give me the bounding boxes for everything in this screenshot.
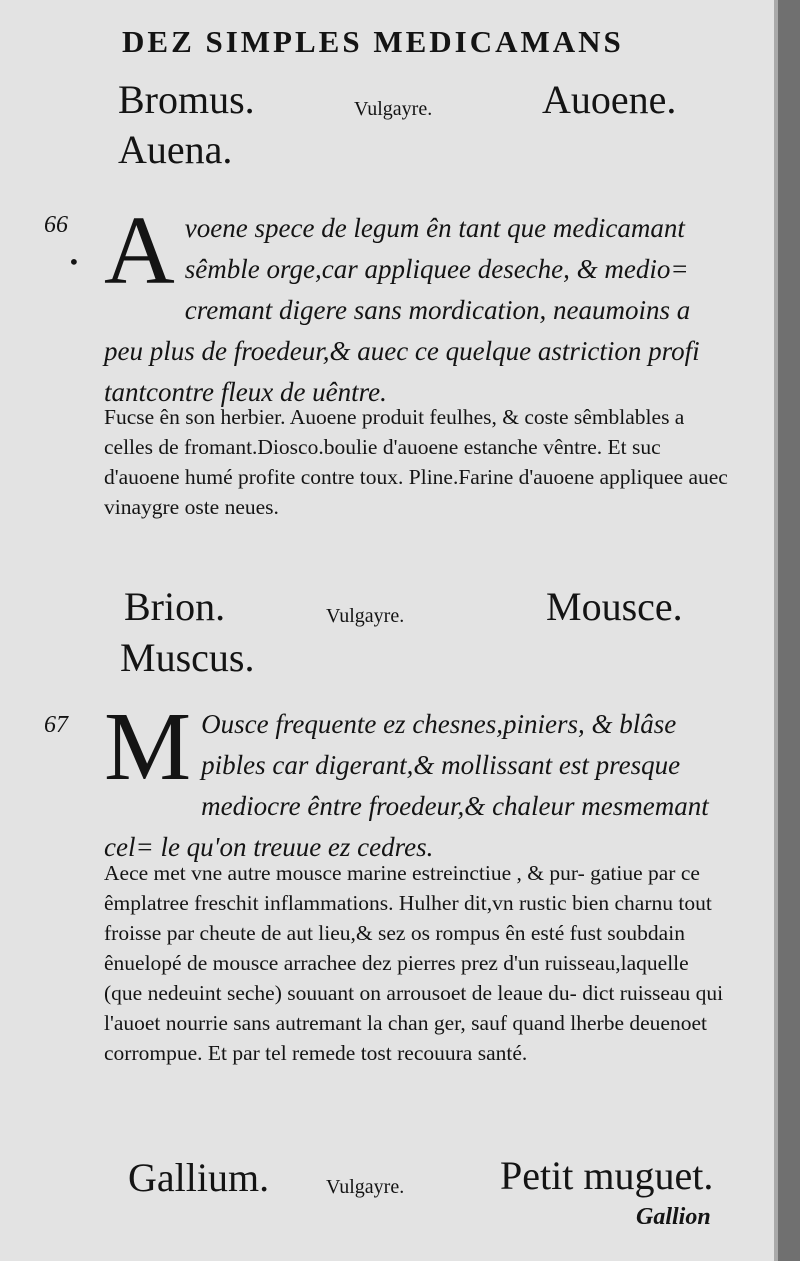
entry-alt-name: Auena.	[118, 127, 233, 172]
italic-text: voene spece de legum ên tant que medicamant sêmble orge,car appliquee deseche, & medio= cremant digere sans mordication, neaumoins a peu plus de froedeur,& auec ce quelque astriction profi tantcontre fleux de uêntre.	[104, 213, 700, 407]
entry-label: Vulgayre.	[326, 605, 405, 627]
page-edge-shadow	[774, 0, 778, 1261]
entry-alt-name: Muscus.	[120, 635, 255, 680]
entry-latin-name: Gallium.	[128, 1155, 270, 1200]
italic-text: Ousce frequente ez chesnes,piniers, & blâse pibles car digerant,& mollissant est presque mediocre êntre froedeur,& chaleur mesmemant cel= le qu'on treuue ez cedres.	[104, 709, 709, 862]
entry-vernacular-name: Mousce.	[546, 584, 683, 629]
entry-vernacular-name: Petit muguet.	[500, 1153, 714, 1198]
page-edge	[778, 0, 800, 1261]
entry-label: Vulgayre.	[354, 98, 433, 120]
entry-roman-paragraph: Fucse ên son herbier. Auoene produit feulhes, & coste sêmblables a celles de fromant.Diosco.boulie d'auoene estanche vêntre. Et suc d'auoene humé profite contre toux. Pline.Farine d'auoene appliquee auec vinaygre oste neues.	[104, 405, 728, 519]
running-head: DEZ SIMPLES MEDICAMANS	[122, 24, 624, 59]
drop-cap: M	[104, 693, 192, 801]
entry-latin-name: Bromus.	[118, 77, 255, 122]
entry-italic-paragraph	[104, 197, 732, 413]
entry-roman-paragraph: Aece met vne autre mousce marine estreinctiue , & pur- gatiue par ce êmplatree freschit inflammations. Hulher dit,vn rustic bien charnu tout froisse par cheute de aut lieu,& sez os rompus ên esté fust soubdain ênuelopé de mousce arrachee dez pierres prez d'un ruisseau,laquelle (que nedeuint seche) souuant on arrousoet de leaue du- dict ruisseau qui l'auoet nourrie sans autremant la chan ger, sauf quand lherbe deuenoet corrompue. Et par tel remede tost recouura santé.	[104, 861, 724, 1065]
entry-number: 66	[44, 212, 68, 238]
entry-italic-paragraph	[104, 693, 732, 868]
entry-label: Vulgayre.	[326, 1176, 405, 1198]
entry-vernacular-name: Auoene.	[542, 77, 677, 122]
margin-dot: •	[68, 250, 80, 274]
entry-latin-name: Brion.	[124, 584, 226, 629]
drop-cap: A	[104, 197, 175, 305]
catchword: Gallion	[636, 1204, 711, 1230]
entry-number: 67	[44, 712, 68, 738]
